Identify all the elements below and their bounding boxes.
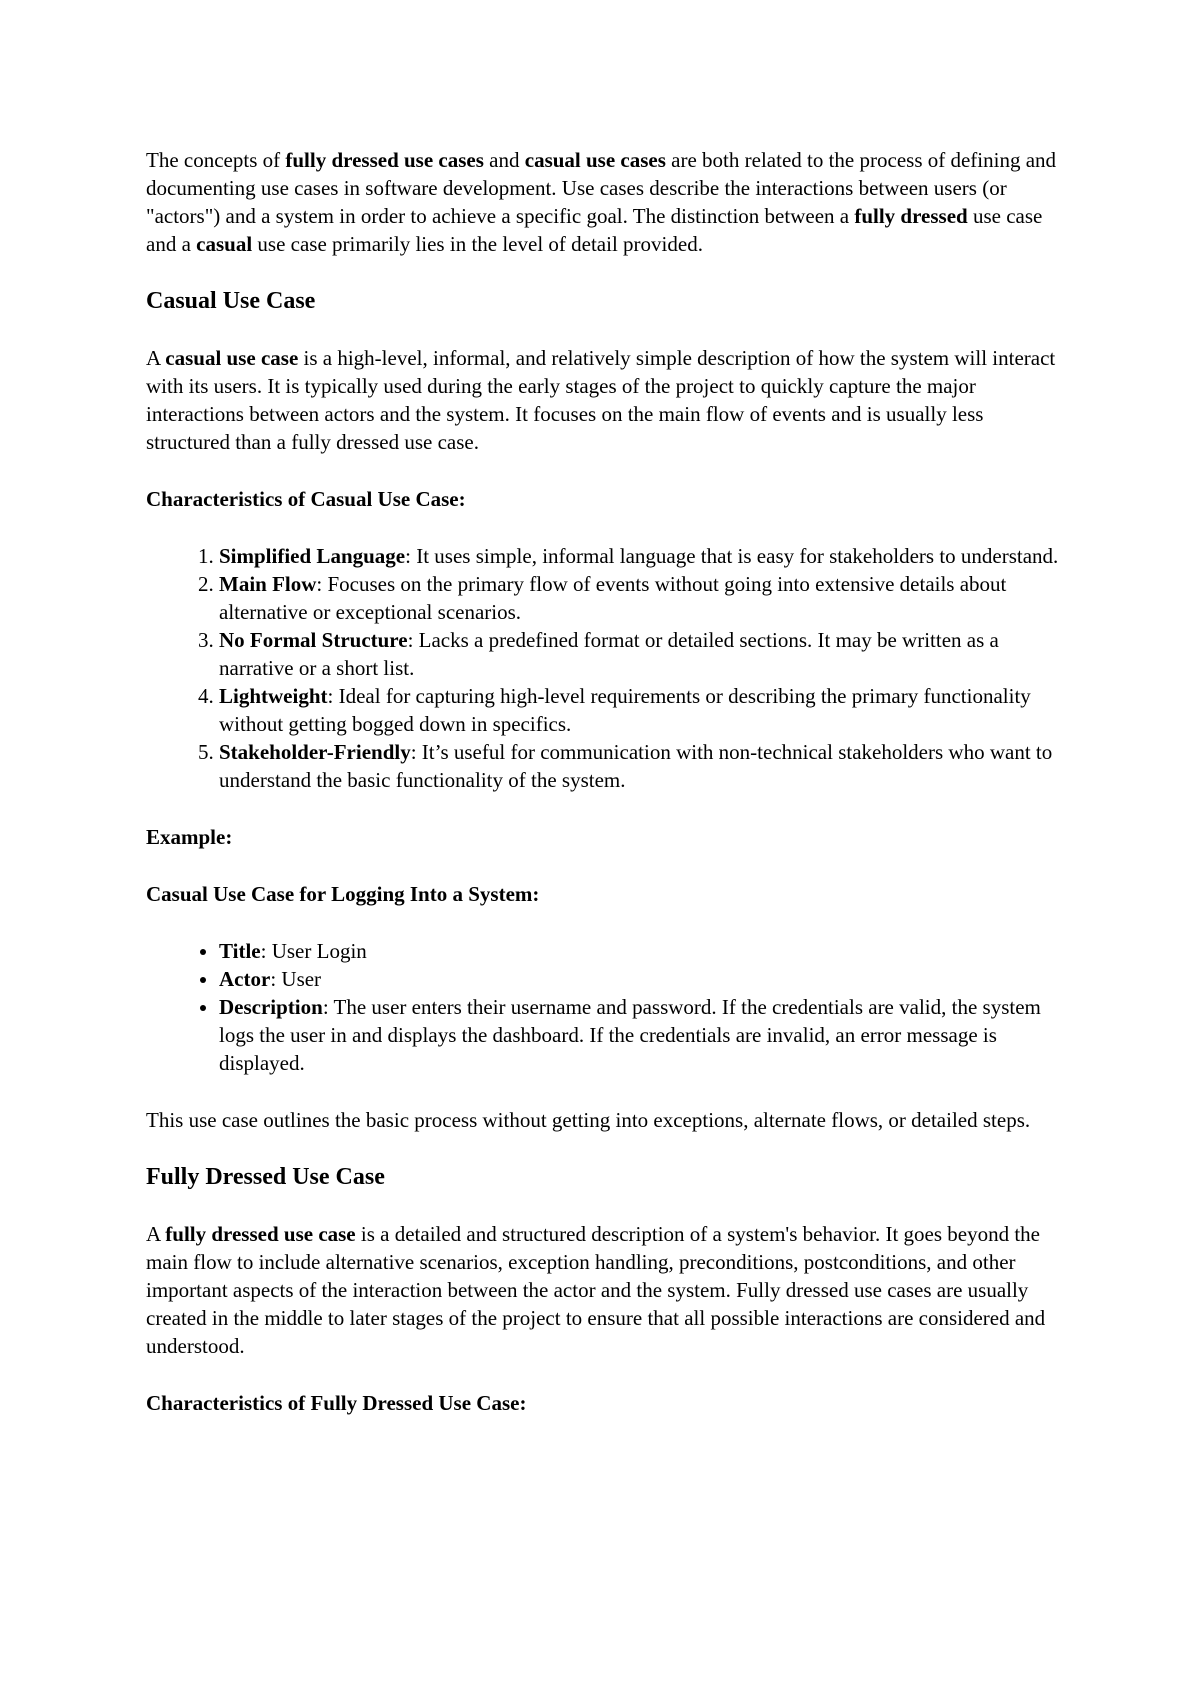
fully-dressed-text-2: is a detailed and structured description of a system's behavior. It goes beyond the main flow to include alternative scenarios, exception handling, preconditions, postconditions, and other important aspects of the interaction between the actor and the system. Fully dressed use cases are usually created in the middle to later stages of the project to ensure that all possible interactions are considered and understood. bbox=[146, 1222, 1046, 1358]
list-item-term: Main Flow bbox=[219, 572, 317, 596]
list-item bbox=[219, 738, 1066, 794]
list-item-text: : The user enters their username and password. If the credentials are valid, the system logs the user in and displays the dashboard. If the credentials are invalid, an error message is displayed. bbox=[219, 995, 1041, 1075]
casual-characteristics-list bbox=[146, 542, 1066, 794]
fully-dressed-text-1: A bbox=[146, 1222, 166, 1246]
document-page bbox=[146, 146, 1066, 1446]
list-item-term: Simplified Language bbox=[219, 544, 406, 568]
intro-paragraph bbox=[146, 146, 1066, 258]
example-label: Example: bbox=[146, 825, 233, 849]
casual-text-2: is a high-level, informal, and relatively simple description of how the system will interact with its users. It is typically used during the early stages of the project to quickly capture the major interactions between actors and the system. It focuses on the main flow of events and is usually less structured than a fully dressed use case. bbox=[146, 346, 1056, 454]
list-item-text: : User bbox=[270, 967, 322, 991]
list-item-term: Stakeholder-Friendly bbox=[219, 740, 411, 764]
intro-bold-4: casual bbox=[196, 232, 253, 256]
list-item bbox=[219, 626, 1066, 682]
intro-text-1: The concepts of bbox=[146, 148, 286, 172]
casual-heading: Casual Use Case bbox=[146, 288, 316, 314]
list-item-term: No Formal Structure bbox=[219, 628, 408, 652]
list-item bbox=[219, 682, 1066, 738]
intro-bold-1: fully dressed use cases bbox=[285, 148, 484, 172]
list-item-term: Description bbox=[219, 995, 323, 1019]
fully-dressed-characteristics-heading: Characteristics of Fully Dressed Use Case: bbox=[146, 1391, 527, 1415]
list-item-text: : It uses simple, informal language that is easy for stakeholders to understand. bbox=[405, 544, 1059, 568]
list-item-text: : Ideal for capturing high-level requirements or describing the primary functionality without getting bogged down in specifics. bbox=[219, 684, 1031, 736]
list-item bbox=[219, 965, 1066, 993]
intro-bold-3: fully dressed bbox=[854, 204, 968, 228]
list-item bbox=[219, 993, 1066, 1077]
intro-text-5: use case primarily lies in the level of detail provided. bbox=[252, 232, 703, 256]
list-item-text: : It’s useful for communication with non-technical stakeholders who want to understand the basic functionality of the system. bbox=[219, 740, 1053, 792]
fully-dressed-heading: Fully Dressed Use Case bbox=[146, 1164, 385, 1190]
intro-text-2: and bbox=[483, 148, 525, 172]
fully-dressed-bold-1: fully dressed use case bbox=[165, 1222, 356, 1246]
list-item-text: : Focuses on the primary flow of events without going into extensive details about alternative or exceptional scenarios. bbox=[219, 572, 1007, 624]
list-item-text: : User Login bbox=[260, 939, 367, 963]
list-item bbox=[219, 570, 1066, 626]
casual-bold-1: casual use case bbox=[165, 346, 299, 370]
list-item-term: Lightweight bbox=[219, 684, 328, 708]
casual-text-1: A bbox=[146, 346, 166, 370]
list-item bbox=[219, 937, 1066, 965]
list-item-term: Actor bbox=[219, 967, 271, 991]
list-item-text: : Lacks a predefined format or detailed sections. It may be written as a narrative or a short list. bbox=[219, 628, 999, 680]
list-item-term: Title bbox=[219, 939, 261, 963]
example-list bbox=[146, 937, 1066, 1077]
list-item bbox=[219, 542, 1066, 570]
intro-text-3: are both related to the process of defining and documenting use cases in software development. Use cases describe the interactions between users (or "actors") and a system in order to achieve a specific goal. The distinction between a bbox=[146, 148, 1057, 228]
intro-bold-2: casual use cases bbox=[524, 148, 666, 172]
casual-characteristics-heading: Characteristics of Casual Use Case: bbox=[146, 487, 466, 511]
fully-dressed-paragraph bbox=[146, 1220, 1066, 1360]
intro-text-4: use case and a bbox=[146, 204, 1043, 256]
example-summary: This use case outlines the basic process without getting into exceptions, alternate flows, or detailed steps. bbox=[146, 1108, 1031, 1132]
example-heading: Casual Use Case for Logging Into a System: bbox=[146, 882, 540, 906]
casual-paragraph bbox=[146, 344, 1066, 456]
